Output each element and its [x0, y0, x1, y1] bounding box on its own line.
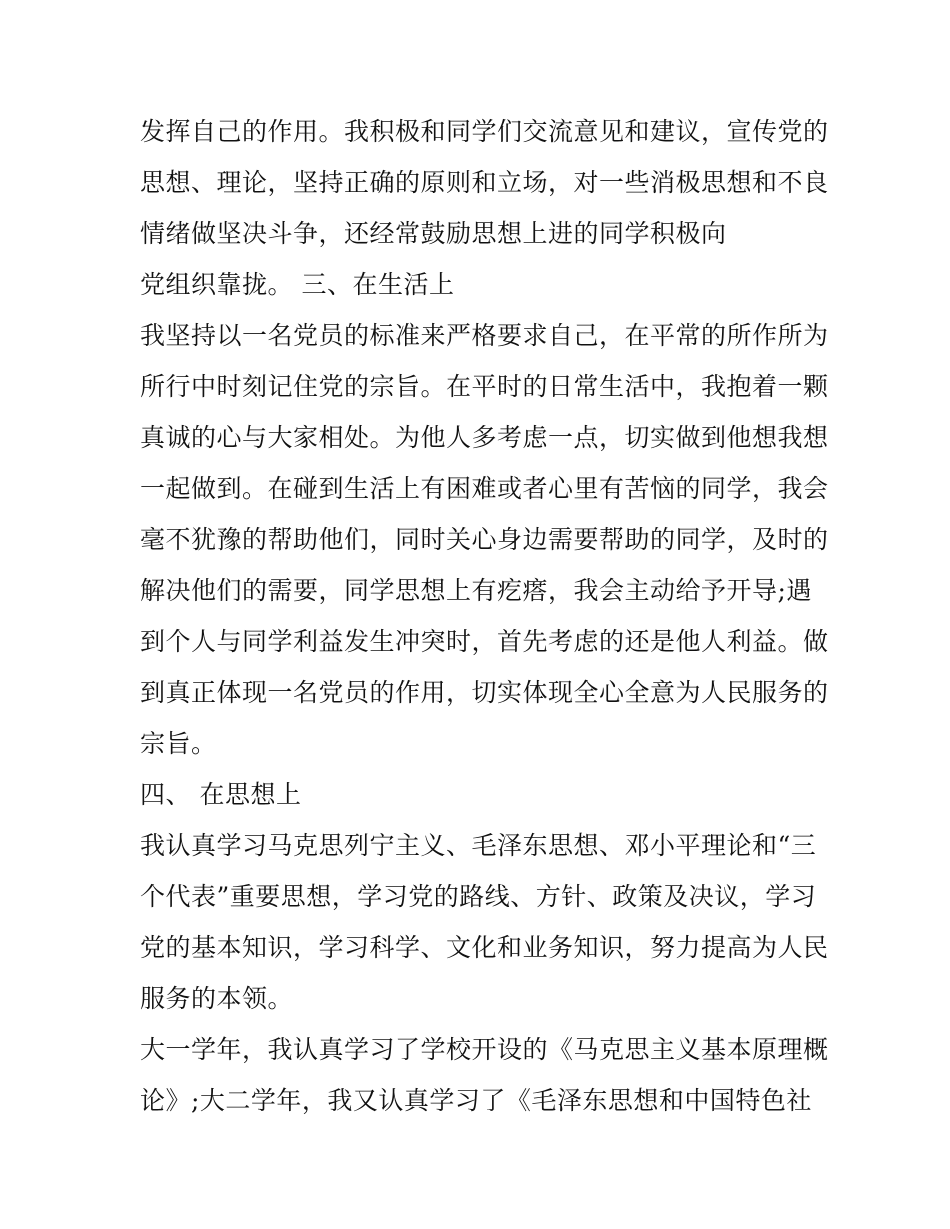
text-line: 论》;大二学年，我又认真学习了《毛泽东思想和中国特色社: [140, 1086, 812, 1115]
text-line: 解决他们的需要，同学思想上有疙瘩，我会主动给予开导;遇: [140, 576, 812, 605]
text-line: 思想、理论，坚持正确的原则和立场，对一些消极思想和不良: [140, 168, 829, 197]
text-line: 党组织靠拢。 三、在生活上: [140, 270, 455, 299]
text-line: 服务的本领。: [140, 984, 294, 1013]
text-line: 我认真学习马克思列宁主义、毛泽东思想、邓小平理论和“三: [140, 831, 817, 860]
text-line: 到个人与同学利益发生冲突时，首先考虑的还是他人利益。做: [140, 627, 829, 656]
text-line: 我坚持以一名党员的标准来严格要求自己，在平常的所作所为: [140, 321, 829, 350]
text-line: 大一学年，我认真学习了学校开设的《马克思主义基本原理概: [140, 1035, 829, 1064]
text-line: 所行中时刻记住党的宗旨。在平时的日常生活中，我抱着一颗: [140, 372, 829, 401]
text-line: 发挥自己的作用。我积极和同学们交流意见和建议，宣传党的: [140, 117, 829, 146]
section-heading: 四、 在思想上: [140, 780, 302, 809]
text-line: 一起做到。在碰到生活上有困难或者心里有苦恼的同学，我会: [140, 474, 829, 503]
text-line: 个代表”重要思想，学习党的路线、方针、政策及决议，学习: [140, 882, 817, 911]
document-body: [140, 106, 829, 1126]
text-line: 到真正体现一名党员的作用，切实体现全心全意为人民服务的: [140, 678, 829, 707]
text-line: 党的基本知识，学习科学、文化和业务知识，努力提高为人民: [140, 933, 829, 962]
text-line: 真诚的心与大家相处。为他人多考虑一点，切实做到他想我想: [140, 423, 829, 452]
text-line: 毫不犹豫的帮助他们，同时关心身边需要帮助的同学，及时的: [140, 525, 829, 554]
text-line: 宗旨。: [140, 729, 217, 758]
text-line: 情绪做坚决斗争，还经常鼓励思想上进的同学积极向: [140, 219, 727, 248]
